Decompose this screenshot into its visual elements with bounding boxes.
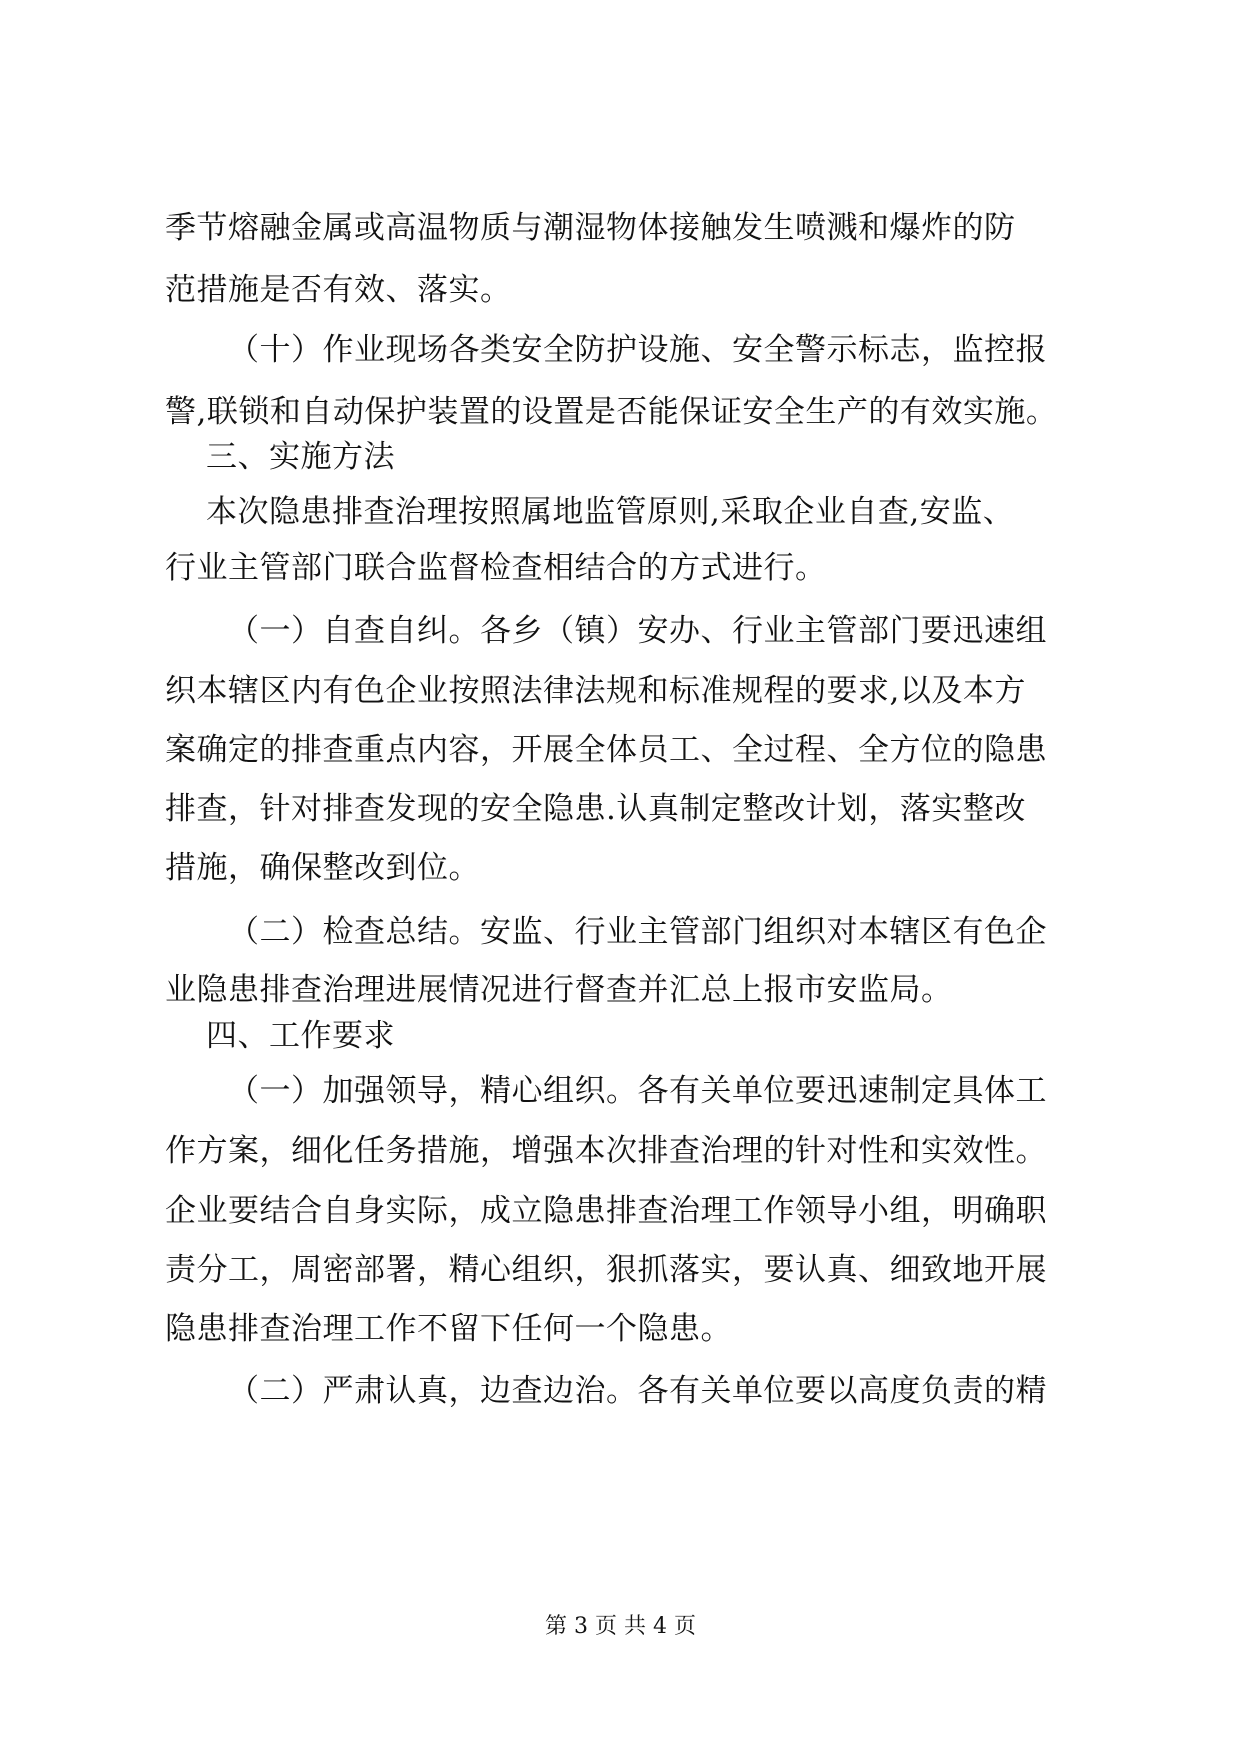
section-heading: 四、工作要求	[206, 1018, 395, 1054]
body-text-line: 排查，针对排查发现的安全隐患.认真制定整改计划，落实整改	[165, 791, 1026, 827]
body-text-line: （二）检查总结。安监、行业主管部门组织对本辖区有色企	[228, 914, 1047, 950]
body-text-line: 行业主管部门联合监督检查相结合的方式进行。	[165, 550, 827, 586]
body-text-line: 季节熔融金属或高温物质与潮湿物体接触发生喷溅和爆炸的防	[165, 210, 1016, 246]
body-text-line: 作方案，细化任务措施，增强本次排查治理的针对性和实效性。	[165, 1133, 1047, 1169]
body-text-line: 隐患排查治理工作不留下任何一个隐患。	[165, 1311, 732, 1347]
body-text-line: 警,联锁和自动保护装置的设置是否能保证安全生产的有效实施。	[165, 394, 1058, 430]
body-text-line: （一）加强领导，精心组织。各有关单位要迅速制定具体工	[228, 1073, 1047, 1109]
body-text-line: 措施，确保整改到位。	[165, 850, 480, 886]
body-text-line: 本次隐患排查治理按照属地监管原则,采取企业自查,安监、	[206, 494, 1015, 530]
body-text-line: 范措施是否有效、落实。	[165, 272, 512, 308]
body-text-line: 责分工，周密部署，精心组织，狠抓落实，要认真、细致地开展	[165, 1252, 1047, 1288]
body-text-line: （一）自查自纠。各乡（镇）安办、行业主管部门要迅速组	[228, 613, 1047, 649]
section-heading: 三、实施方法	[206, 439, 395, 475]
body-text-line: 企业要结合自身实际，成立隐患排查治理工作领导小组，明确职	[165, 1193, 1047, 1229]
page-number-footer: 第 3 页 共 4 页	[545, 1614, 696, 1639]
body-text-line: 案确定的排查重点内容，开展全体员工、全过程、全方位的隐患	[165, 732, 1047, 768]
body-text-line: 织本辖区内有色企业按照法律法规和标准规程的要求,以及本方	[165, 673, 1026, 709]
body-text-line: 业隐患排查治理进展情况进行督查并汇总上报市安监局。	[165, 972, 953, 1008]
body-text-line: （二）严肃认真，边查边治。各有关单位要以高度负责的精	[228, 1373, 1047, 1409]
body-text-line: （十）作业现场各类安全防护设施、安全警示标志，监控报	[228, 332, 1047, 368]
